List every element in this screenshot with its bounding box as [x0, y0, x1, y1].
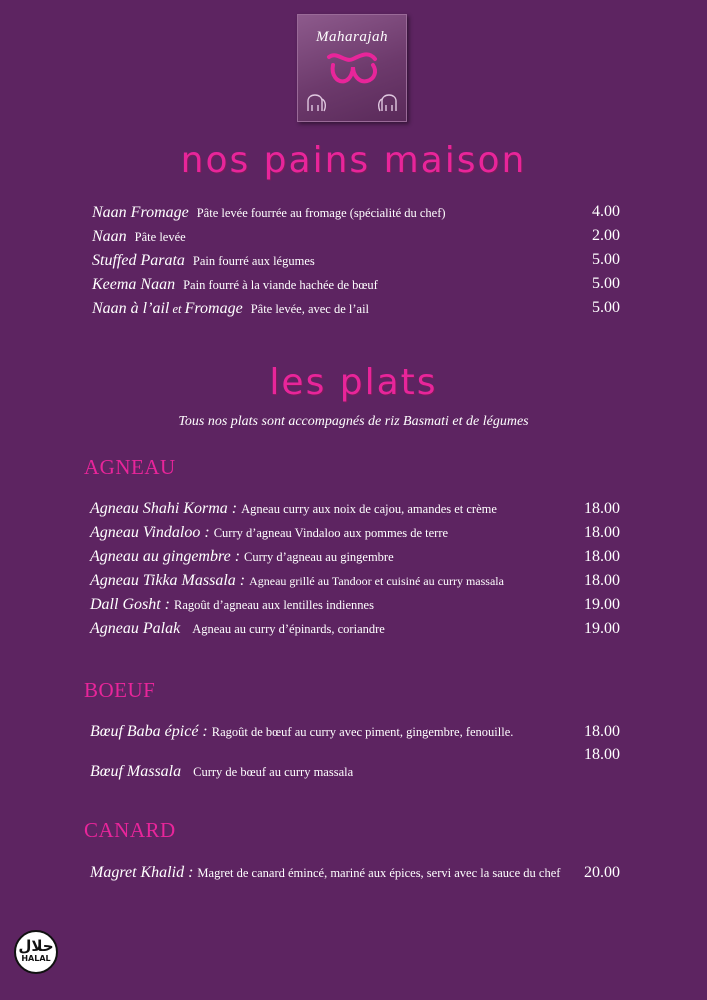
menu-item — [92, 300, 369, 318]
menu-item — [92, 252, 315, 270]
item-desc: Magret de canard émincé, mariné aux épices, servi avec la sauce du chef — [197, 866, 561, 880]
menu-item — [90, 723, 530, 741]
menu-item — [90, 864, 570, 882]
category-title-canard: CANARD — [84, 818, 176, 842]
menu-item — [90, 500, 497, 518]
item-price: 4.00 — [592, 203, 620, 220]
item-desc: Pâte levée — [134, 230, 186, 244]
item-name: Agneau Palak — [90, 620, 181, 637]
item-desc: Agneau curry aux noix de cajou, amandes et crème — [241, 502, 497, 516]
item-name: Agneau Vindaloo : — [90, 524, 210, 541]
item-name: Stuffed Parata — [92, 252, 185, 269]
elephant-icon — [304, 87, 328, 115]
item-desc: Pain fourré à la viande hachée de bœuf — [183, 278, 378, 292]
halal-badge — [14, 930, 58, 974]
item-price: 18.00 — [584, 572, 620, 589]
item-name: Agneau au gingembre : — [90, 548, 241, 565]
menu-item — [92, 228, 186, 246]
item-desc: Ragoût d’agneau aux lentilles indiennes — [174, 598, 374, 612]
category-title-agneau: AGNEAU — [84, 455, 176, 479]
restaurant-logo — [297, 14, 407, 122]
logo-mark-icon — [323, 49, 383, 89]
item-price: 18.00 — [584, 746, 620, 763]
item-desc: Curry de bœuf au curry massala — [193, 765, 354, 779]
item-price: 19.00 — [584, 596, 620, 613]
item-name: Bœuf Baba épicé : — [90, 723, 208, 740]
item-desc: Pain fourré aux légumes — [192, 254, 315, 268]
item-desc: Ragoût de bœuf au curry avec piment, gingembre, fenouille. — [211, 725, 514, 739]
item-name: Bœuf Massala — [90, 763, 182, 780]
item-price: 18.00 — [584, 548, 620, 565]
section-title-plats: les plats — [269, 362, 438, 403]
item-price: 18.00 — [584, 524, 620, 541]
elephant-icon — [376, 87, 400, 115]
menu-item — [90, 572, 504, 590]
item-name: Agneau Shahi Korma : — [90, 500, 238, 517]
item-desc: Agneau au curry d’épinards, coriandre — [192, 622, 385, 636]
item-name: Naan Fromage — [92, 204, 189, 221]
item-name-joiner: et — [169, 302, 185, 316]
menu-item — [90, 524, 448, 542]
item-name: Naan — [92, 228, 127, 245]
item-desc: Pâte levée, avec de l’ail — [250, 302, 370, 316]
menu-item — [92, 276, 378, 294]
item-desc: Pâte levée fourrée au fromage (spécialité du chef) — [196, 206, 446, 220]
item-price: 5.00 — [592, 299, 620, 316]
logo-text: Maharajah — [316, 29, 388, 45]
item-name: Magret Khalid : — [90, 864, 194, 881]
category-title-boeuf: BOEUF — [84, 678, 156, 702]
halal-arabic: حلال — [18, 937, 54, 955]
menu-item — [90, 763, 353, 781]
item-desc: Agneau grillé au Tandoor et cuisiné au curry massala — [249, 574, 504, 588]
menu-item — [90, 548, 394, 566]
item-desc: Curry d’agneau Vindaloo aux pommes de terre — [213, 526, 449, 540]
item-price: 20.00 — [584, 864, 620, 881]
menu-item — [90, 620, 385, 638]
item-name: Fromage — [184, 300, 243, 317]
item-name: Naan à l’ail — [92, 300, 170, 317]
item-price: 2.00 — [592, 227, 620, 244]
halal-label: HALAL — [21, 954, 51, 963]
item-desc: Curry d’agneau au gingembre — [244, 550, 394, 564]
item-name: Dall Gosht : — [90, 596, 170, 613]
menu-item — [90, 596, 374, 614]
menu-item — [92, 204, 446, 222]
section-title-pains: nos pains maison — [180, 140, 527, 181]
item-price: 5.00 — [592, 251, 620, 268]
item-price: 18.00 — [584, 723, 620, 740]
item-price: 18.00 — [584, 500, 620, 517]
item-price: 5.00 — [592, 275, 620, 292]
section-subtitle: Tous nos plats sont accompagnés de riz Basmati et de légumes — [178, 414, 529, 429]
item-price: 19.00 — [584, 620, 620, 637]
item-name: Keema Naan — [92, 276, 176, 293]
item-name: Agneau Tikka Massala : — [90, 572, 246, 589]
